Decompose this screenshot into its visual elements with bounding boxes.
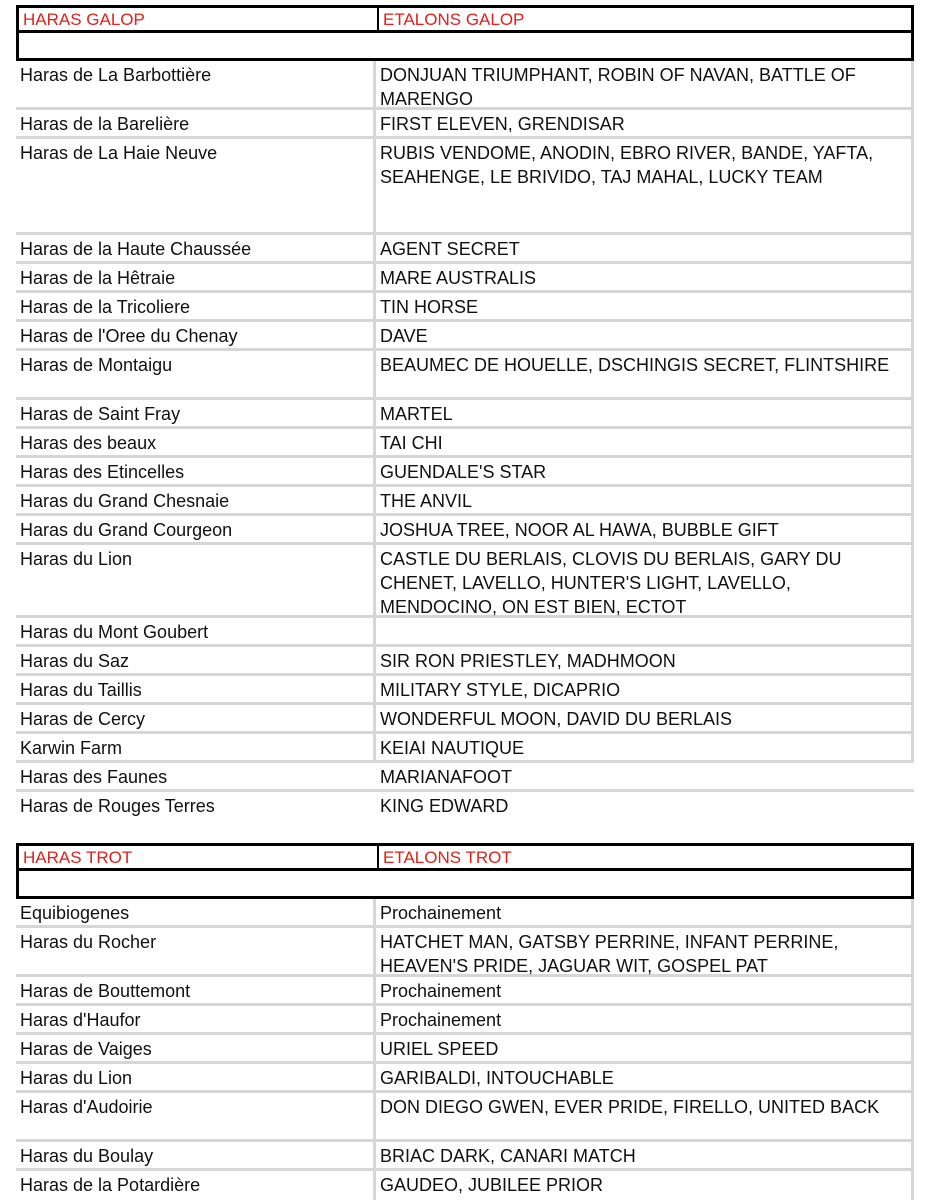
galop-body (16, 61, 914, 821)
haras-name-cell: Equibiogenes (16, 899, 376, 925)
etalons-cell: Prochainement (376, 899, 914, 925)
table-row (16, 705, 914, 734)
table-row (16, 322, 914, 351)
table-row (16, 429, 914, 458)
trot-header-etalons: ETALONS TROT (383, 848, 512, 867)
table-row (16, 110, 914, 139)
etalons-cell: AGENT SECRET (376, 235, 914, 261)
table-row (16, 676, 914, 705)
haras-name-cell: Haras de Saint Fray (16, 400, 376, 426)
etalons-cell: DAVE (376, 322, 914, 348)
etalons-cell: TIN HORSE (376, 293, 914, 319)
etalons-cell: HATCHET MAN, GATSBY PERRINE, INFANT PERRINE, HEAVEN'S PRIDE, JAGUAR WIT, GOSPEL PAT (376, 928, 914, 974)
table-row (16, 516, 914, 545)
etalons-cell: MILITARY STYLE, DICAPRIO (376, 676, 914, 702)
haras-name-cell: Haras du Mont Goubert (16, 618, 376, 644)
haras-name-cell: Haras du Grand Chesnaie (16, 487, 376, 513)
etalons-cell: KEIAI NAUTIQUE (376, 734, 914, 760)
etalons-cell: DONJUAN TRIUMPHANT, ROBIN OF NAVAN, BATTLE OF MARENGO (376, 61, 914, 107)
table-row (16, 487, 914, 516)
galop-header-row (16, 5, 914, 33)
etalons-cell: MARE AUSTRALIS (376, 264, 914, 290)
haras-name-cell: Haras de l'Oree du Chenay (16, 322, 376, 348)
etalons-cell: BEAUMEC DE HOUELLE, DSCHINGIS SECRET, FLINTSHIRE (376, 351, 914, 397)
table-row (16, 1142, 914, 1171)
haras-name-cell: Haras des beaux (16, 429, 376, 455)
etalons-cell: Prochainement (376, 977, 914, 1003)
table-row (16, 351, 914, 400)
etalons-cell: TAI CHI (376, 429, 914, 455)
haras-name-cell: Haras des Faunes (20, 767, 168, 787)
table-row (16, 763, 914, 792)
haras-name-cell: Haras de La Barbottière (16, 61, 376, 107)
table-row (16, 61, 914, 110)
galop-spacer-row (16, 33, 914, 61)
table-row (16, 618, 914, 647)
etalons-cell: KING EDWARD (380, 796, 509, 816)
etalons-cell: RUBIS VENDOME, ANODIN, EBRO RIVER, BANDE, YAFTA, SEAHENGE, LE BRIVIDO, TAJ MAHAL, LUCKY TEAM (376, 139, 914, 232)
etalons-cell: URIEL SPEED (376, 1035, 914, 1061)
etalons-cell: JOSHUA TREE, NOOR AL HAWA, BUBBLE GIFT (376, 516, 914, 542)
etalons-cell: GAUDEO, JUBILEE PRIOR (376, 1171, 914, 1200)
table-row (16, 139, 914, 235)
etalons-cell: THE ANVIL (376, 487, 914, 513)
table-row (16, 293, 914, 322)
etalons-cell: Prochainement (376, 1006, 914, 1032)
galop-header-etalons: ETALONS GALOP (383, 10, 525, 29)
etalons-cell (376, 618, 914, 644)
haras-name-cell: Haras d'Haufor (16, 1006, 376, 1032)
haras-name-cell: Haras du Taillis (16, 676, 376, 702)
haras-name-cell: Haras du Saz (16, 647, 376, 673)
etalons-cell: FIRST ELEVEN, GRENDISAR (376, 110, 914, 136)
trot-header-haras: HARAS TROT (19, 846, 379, 868)
haras-name-cell: Haras de la Tricoliere (16, 293, 376, 319)
haras-name-cell: Haras de Rouges Terres (20, 796, 215, 816)
trot-spacer-row (16, 871, 914, 899)
table-row (16, 458, 914, 487)
table-row (16, 1035, 914, 1064)
haras-name-cell: Haras de La Haie Neuve (16, 139, 376, 232)
table-row (16, 1064, 914, 1093)
table-row (16, 1006, 914, 1035)
etalons-cell: WONDERFUL MOON, DAVID DU BERLAIS (376, 705, 914, 731)
table-row (16, 899, 914, 928)
haras-name-cell: Haras du Grand Courgeon (16, 516, 376, 542)
table-row (16, 734, 914, 763)
etalons-cell: CASTLE DU BERLAIS, CLOVIS DU BERLAIS, GARY DU CHENET, LAVELLO, HUNTER'S LIGHT, LAVELLO, MENDOCINO, ON EST BIEN, ECTOT (376, 545, 914, 615)
table-row (16, 977, 914, 1006)
table-row (16, 264, 914, 293)
haras-name-cell: Haras de Cercy (16, 705, 376, 731)
haras-name-cell: Haras du Lion (16, 1064, 376, 1090)
haras-name-cell: Haras des Etincelles (16, 458, 376, 484)
haras-name-cell: Haras de Bouttemont (16, 977, 376, 1003)
haras-name-cell: Haras du Lion (16, 545, 376, 615)
etalons-cell: MARIANAFOOT (380, 767, 513, 787)
haras-name-cell: Haras d'Audoirie (16, 1093, 376, 1139)
table-row (16, 235, 914, 264)
etalons-cell: GARIBALDI, INTOUCHABLE (376, 1064, 914, 1090)
haras-name-cell: Haras de la Hêtraie (16, 264, 376, 290)
table-row (16, 1171, 914, 1200)
table-row (16, 647, 914, 676)
etalons-cell: GUENDALE'S STAR (376, 458, 914, 484)
galop-header-haras: HARAS GALOP (19, 8, 379, 30)
table-row (16, 928, 914, 977)
etalons-cell: BRIAC DARK, CANARI MATCH (376, 1142, 914, 1168)
table-row (16, 1093, 914, 1142)
haras-name-cell: Haras du Boulay (16, 1142, 376, 1168)
table-row (16, 792, 914, 821)
galop-table (16, 5, 914, 821)
etalons-cell: DON DIEGO GWEN, EVER PRIDE, FIRELLO, UNITED BACK (376, 1093, 914, 1139)
table-row (16, 545, 914, 618)
trot-body (16, 899, 914, 1200)
haras-name-cell: Haras du Rocher (16, 928, 376, 974)
haras-name-cell: Haras de la Potardière (16, 1171, 376, 1200)
haras-name-cell: Haras de Vaiges (16, 1035, 376, 1061)
trot-table (16, 843, 914, 1200)
etalons-cell: SIR RON PRIESTLEY, MADHMOON (376, 647, 914, 673)
haras-name-cell: Haras de la Haute Chaussée (16, 235, 376, 261)
table-row (16, 400, 914, 429)
etalons-cell: MARTEL (376, 400, 914, 426)
haras-name-cell: Haras de Montaigu (16, 351, 376, 397)
haras-name-cell: Haras de la Barelière (16, 110, 376, 136)
trot-header-row (16, 843, 914, 871)
haras-name-cell: Karwin Farm (16, 734, 376, 760)
